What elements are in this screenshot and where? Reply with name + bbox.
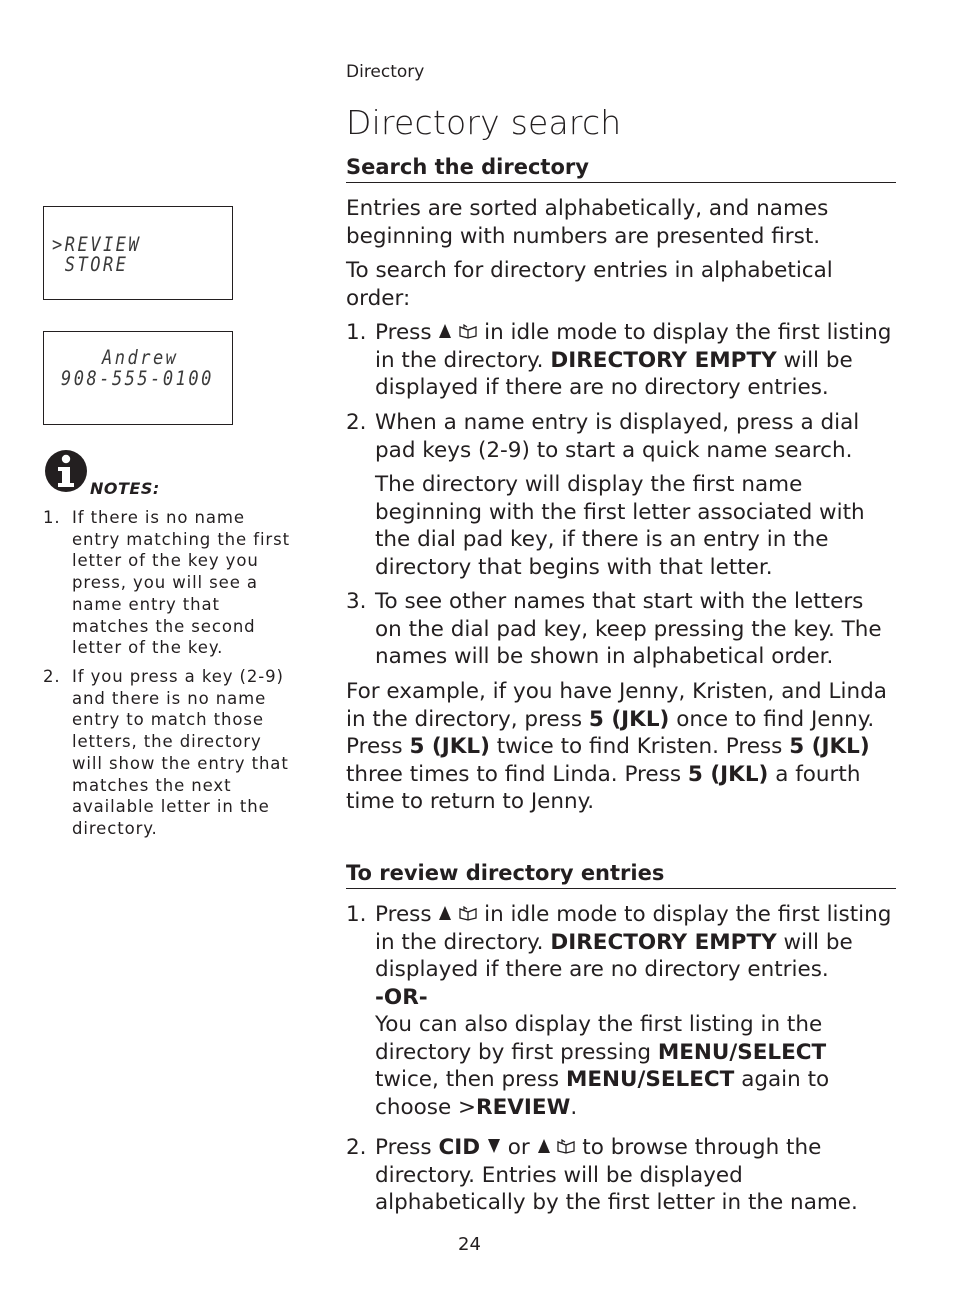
down-arrow-icon	[487, 1134, 501, 1162]
note-item	[43, 666, 295, 840]
or-separator: -OR-	[375, 984, 428, 1010]
up-arrow-icon	[537, 1134, 551, 1162]
step-text: to browse through the directory. Entries will be displayed alphabetically by the first letter in the name.	[375, 1135, 858, 1216]
text: three times to find Linda. Press	[346, 761, 682, 787]
info-icon	[45, 450, 87, 492]
directory-book-icon	[459, 319, 477, 347]
step-item	[346, 901, 896, 1121]
note-number: 2.	[43, 667, 61, 686]
paragraph: To search for directory entries in alphabetical order:	[346, 258, 833, 311]
step-text: You can also display the first listing in the directory by first pressing	[375, 1012, 823, 1065]
example-paragraph	[346, 678, 896, 816]
step-text: will be displayed if there are no directory entries.	[375, 347, 853, 401]
key-label: MENU	[565, 1067, 638, 1093]
step-text: Press	[375, 1135, 432, 1160]
key-label: 5 (JKL)	[588, 706, 670, 732]
step-text: in idle mode to display the first listing in the directory.	[375, 320, 892, 373]
key-label: MENU/	[657, 1039, 738, 1065]
step-text: in idle mode to display the first listing in the directory.	[375, 902, 892, 955]
step-text: When a name entry is displayed, press a dial pad keys (2-9) to start a quick name search.	[375, 410, 860, 463]
step-item	[346, 588, 896, 671]
step-text: again to choose >	[375, 1067, 830, 1120]
directory-book-icon	[557, 1134, 575, 1162]
lcd-line: STORE	[52, 253, 129, 277]
step-number: 1.	[346, 320, 367, 345]
text: twice to find Kristen. Press	[496, 734, 783, 759]
key-label: /SELECT	[637, 1067, 735, 1093]
step-text: twice, then press	[375, 1067, 560, 1093]
note-text: If you press a key (2-9) and there is no name entry to match those letters, the directory will show the entry that matches the next available letter in the directory.	[72, 667, 289, 838]
text: once to find Jenny. Press	[346, 706, 875, 759]
up-arrow-icon	[438, 319, 452, 347]
step-text: will be displayed if there are no directory entries.	[375, 929, 853, 983]
key-label: SELECT	[737, 1039, 827, 1065]
display-message: DIRECTORY EMPTY	[550, 929, 777, 955]
menu-option: REVIEW	[476, 1094, 571, 1120]
text: a fourth time to return to Jenny.	[346, 761, 861, 814]
step-item	[346, 1134, 896, 1217]
step-text: Press	[375, 902, 432, 927]
note-item	[43, 507, 295, 659]
page-number: 24	[458, 1234, 481, 1255]
up-arrow-icon	[438, 901, 452, 929]
key-label: CID	[438, 1135, 481, 1160]
lcd-line: Andrew	[102, 346, 179, 370]
lcd-line: >REVIEW	[52, 233, 142, 257]
step-item	[346, 409, 896, 581]
step-text: Press	[375, 320, 432, 345]
lcd-screen-review	[43, 206, 233, 300]
text: For example, if you have Jenny, Kristen, and Linda in the directory, press	[346, 679, 887, 732]
note-text: If there is no name entry matching the first letter of the key you press, you will see a name entry that matches the second letter of the key.	[72, 508, 290, 658]
step-number: 2.	[346, 410, 367, 435]
lcd-screen-entry	[43, 331, 233, 425]
paragraph: Entries are sorted alphabetically, and names beginning with numbers are presented first.	[346, 196, 829, 249]
step-number: 1.	[346, 902, 367, 927]
step-text: The directory will display the first name beginning with the first letter associated with the dial pad key, if there is an entry in the directory that begins with that letter.	[375, 472, 865, 580]
display-message: DIRECTORY EMPTY	[550, 347, 777, 373]
key-label: 5 (JKL)	[409, 734, 490, 759]
note-number: 1.	[43, 508, 61, 527]
directory-book-icon	[459, 901, 477, 929]
step-number: 2.	[346, 1135, 367, 1160]
notes-title: NOTES:	[90, 479, 160, 498]
step-text: To see other names that start with the letters on the dial pad key, keep pressing the key. The names will be shown in alphabetical order.	[375, 589, 882, 669]
section-heading-search: Search the directory	[346, 155, 896, 183]
key-label: 5 (JKL)	[687, 761, 769, 787]
step-text: or	[507, 1135, 530, 1160]
section-label: Directory	[346, 62, 425, 82]
step-text: .	[570, 1094, 578, 1120]
key-label: 5 (JKL)	[789, 734, 870, 759]
lcd-line: 908-555-0100	[61, 367, 214, 391]
step-item	[346, 319, 896, 402]
step-number: 3.	[346, 589, 367, 614]
section-heading-review: To review directory entries	[346, 861, 896, 889]
page-title: Directory search	[346, 103, 622, 142]
